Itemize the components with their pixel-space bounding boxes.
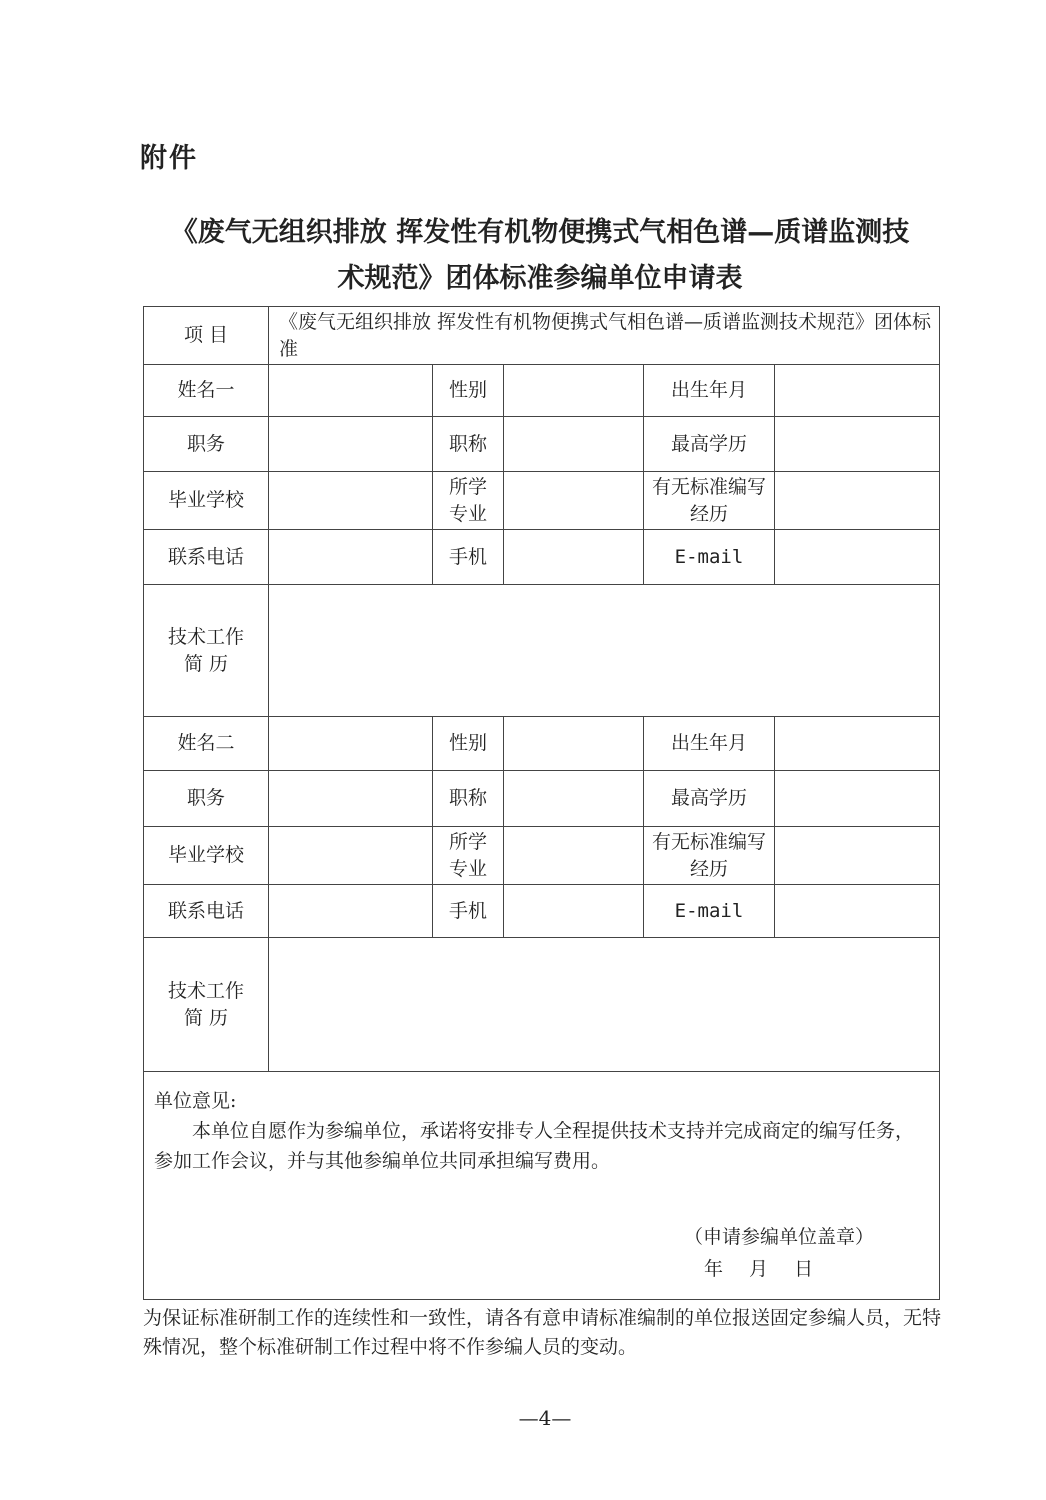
form-title-line-2: 术规范》团体标准参编单位申请表 (337, 263, 743, 294)
mobile-2-field[interactable] (504, 885, 644, 938)
email-2-label: E-mail (644, 885, 775, 938)
position-2-field[interactable] (269, 771, 433, 827)
mobile-2-label: 手机 (433, 885, 504, 938)
resume-2-field[interactable] (269, 938, 940, 1072)
email-1-field[interactable] (775, 530, 940, 585)
name-1-label: 姓名一 (144, 365, 269, 417)
position-2-label: 职务 (144, 771, 269, 827)
title-2-label: 职称 (433, 771, 504, 827)
school-1-field[interactable] (269, 472, 433, 530)
unit-opinion-label: 单位意见: (154, 1090, 237, 1112)
application-form-table (143, 306, 940, 1300)
name-1-field[interactable] (269, 365, 433, 417)
birth-1-label: 出生年月 (644, 365, 775, 417)
date-line: 年 月 日 (704, 1258, 824, 1280)
phone-2-label: 联系电话 (144, 885, 269, 938)
education-2-field[interactable] (775, 771, 940, 827)
education-2-label: 最高学历 (644, 771, 775, 827)
major-2-label: 所学专业 (433, 827, 504, 885)
title-1-field[interactable] (504, 417, 644, 472)
school-2-label: 毕业学校 (144, 827, 269, 885)
birth-1-field[interactable] (775, 365, 940, 417)
resume-1-label: 技术工作简 历 (144, 585, 269, 717)
stamp-note: （申请参编单位盖章） (684, 1226, 875, 1248)
birth-2-label: 出生年月 (644, 717, 775, 771)
experience-2-label: 有无标准编写经历 (644, 827, 775, 885)
gender-1-label: 性别 (433, 365, 504, 417)
major-1-label: 所学专业 (433, 472, 504, 530)
attachment-label: 附件 (140, 143, 198, 174)
major-2-field[interactable] (504, 827, 644, 885)
experience-1-label: 有无标准编写经历 (644, 472, 775, 530)
gender-1-field[interactable] (504, 365, 644, 417)
phone-2-field[interactable] (269, 885, 433, 938)
school-1-label: 毕业学校 (144, 472, 269, 530)
education-1-label: 最高学历 (644, 417, 775, 472)
position-1-field[interactable] (269, 417, 433, 472)
project-value: 《废气无组织排放 挥发性有机物便携式气相色谱—质谱监测技术规范》团体标准 (269, 307, 940, 365)
name-2-field[interactable] (269, 717, 433, 771)
gender-2-field[interactable] (504, 717, 644, 771)
school-2-field[interactable] (269, 827, 433, 885)
resume-1-field[interactable] (269, 585, 940, 717)
position-1-label: 职务 (144, 417, 269, 472)
name-2-label: 姓名二 (144, 717, 269, 771)
education-1-field[interactable] (775, 417, 940, 472)
footer-note: 为保证标准研制工作的连续性和一致性，请各有意申请标准编制的单位报送固定参编人员，无特殊情况，整个标准研制工作过程中将不作参编人员的变动。 (143, 1307, 942, 1358)
email-1-label: E-mail (644, 530, 775, 585)
mobile-1-label: 手机 (433, 530, 504, 585)
major-1-field[interactable] (504, 472, 644, 530)
title-2-field[interactable] (504, 771, 644, 827)
phone-1-label: 联系电话 (144, 530, 269, 585)
title-1-label: 职称 (433, 417, 504, 472)
unit-opinion-cell (144, 1072, 940, 1300)
birth-2-field[interactable] (775, 717, 940, 771)
experience-2-field[interactable] (775, 827, 940, 885)
project-label: 项 目 (144, 307, 269, 365)
experience-1-field[interactable] (775, 472, 940, 530)
unit-opinion-text: 本单位自愿作为参编单位，承诺将安排专人全程提供技术支持并完成商定的编写任务，参加工作会议，并与其他参编单位共同承担编写费用。 (154, 1120, 915, 1172)
resume-2-label: 技术工作简 历 (144, 938, 269, 1072)
phone-1-field[interactable] (269, 530, 433, 585)
email-2-field[interactable] (775, 885, 940, 938)
form-title-line-1: 《废气无组织排放 挥发性有机物便携式气相色谱—质谱监测技 (170, 217, 910, 248)
mobile-1-field[interactable] (504, 530, 644, 585)
gender-2-label: 性别 (433, 717, 504, 771)
page-number: —4— (518, 1406, 572, 1430)
